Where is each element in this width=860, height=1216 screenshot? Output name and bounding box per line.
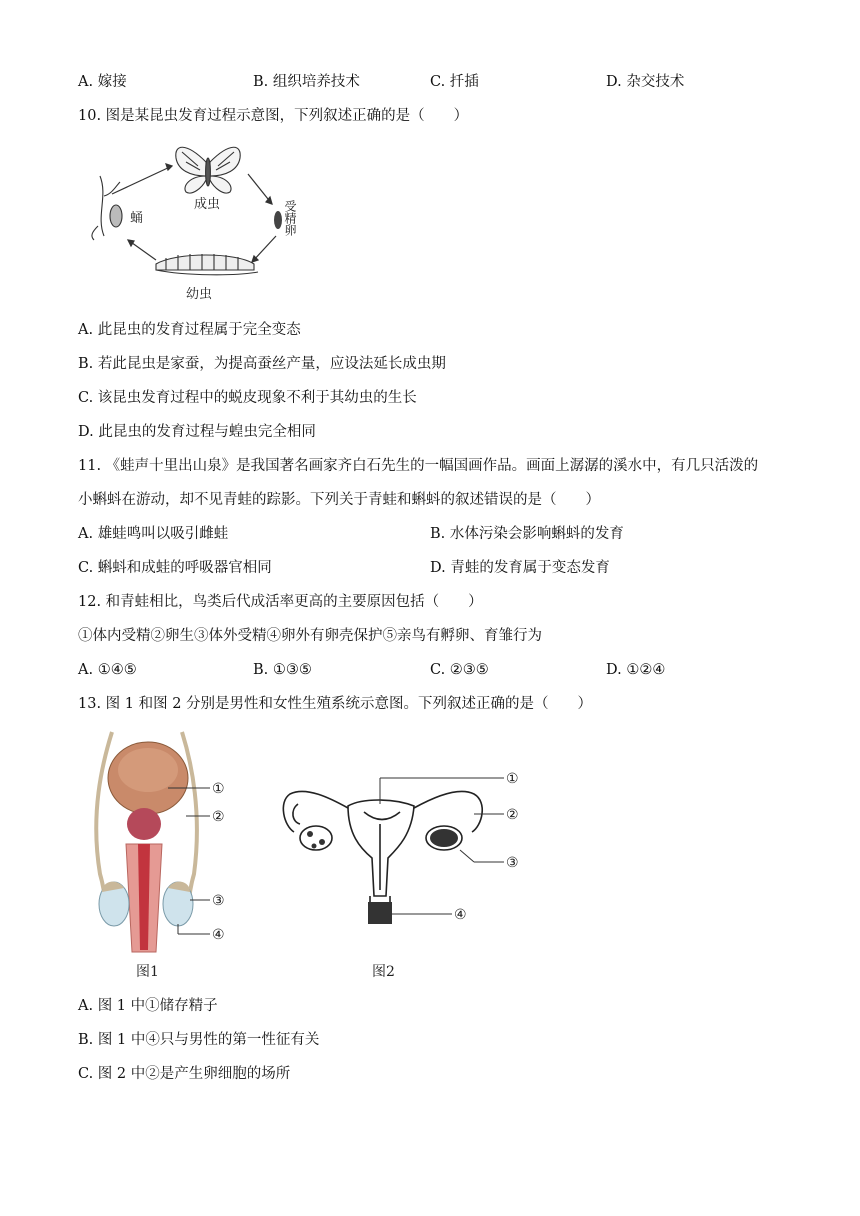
q11-option-a: A. 雄蛙鸣叫以吸引雌蛙 xyxy=(78,526,229,542)
q9-option-d: D. 杂交技术 xyxy=(606,74,685,90)
q13-option-c: C. 图 2 中②是产生卵细胞的场所 xyxy=(78,1066,291,1082)
q10-stem: 10. 图是某昆虫发育过程示意图，下列叙述正确的是（ ） xyxy=(78,108,469,124)
fig2-label-3: ③ xyxy=(506,855,519,871)
fig2-label-4: ④ xyxy=(454,907,467,923)
q13-option-a: A. 图 1 中①储存精子 xyxy=(78,998,218,1014)
egg-label: 受精卵 xyxy=(283,200,297,236)
fig1-label-4: ④ xyxy=(212,927,225,943)
fig1-caption: 图1 xyxy=(136,964,159,980)
q10-option-b: B. 若此昆虫是家蚕，为提高蚕丝产量，应设法延长成虫期 xyxy=(78,356,446,372)
q11-option-c: C. 蝌蚪和成蛙的呼吸器官相同 xyxy=(78,560,272,576)
q11-stem-line1: 11. 《蛙声十里出山泉》是我国著名画家齐白石先生的一幅国画作品。画面上潺潺的溪水中，有几只活泼的 xyxy=(78,458,759,474)
q11-option-d: D. 青蛙的发育属于变态发育 xyxy=(430,560,610,576)
q9-option-c: C. 扦插 xyxy=(430,74,479,90)
q9-option-b: B. 组织培养技术 xyxy=(253,74,360,90)
q13-option-b: B. 图 1 中④只与男性的第一性征有关 xyxy=(78,1032,320,1048)
q10-option-c: C. 该昆虫发育过程中的蜕皮现象不利于其幼虫的生长 xyxy=(78,390,417,406)
q10-option-d: D. 此昆虫的发育过程与蝗虫完全相同 xyxy=(78,424,316,440)
larva-drawing xyxy=(156,254,258,275)
female-reproductive-figure xyxy=(276,764,536,980)
fig1-label-3: ③ xyxy=(212,893,225,909)
q13-stem: 13. 图 1 和图 2 分别是男性和女性生殖系统示意图。下列叙述正确的是（ ） xyxy=(78,696,593,712)
butterfly-adult-drawing xyxy=(176,147,240,193)
larva-label: 幼虫 xyxy=(186,287,213,302)
fig2-caption: 图2 xyxy=(372,964,395,980)
insect-lifecycle-figure xyxy=(86,136,316,306)
adult-label: 成虫 xyxy=(194,197,221,212)
fig1-label-1: ① xyxy=(212,781,225,797)
pupa-drawing xyxy=(92,176,122,240)
q11-option-b: B. 水体污染会影响蝌蚪的发育 xyxy=(430,526,624,542)
fig2-label-2: ② xyxy=(506,807,519,823)
pupa-label: 蛹 xyxy=(130,211,144,226)
q10-option-a: A. 此昆虫的发育过程属于完全变态 xyxy=(78,322,301,338)
q9-option-a: A. 嫁接 xyxy=(78,74,127,90)
q12-option-b: B. ①③⑤ xyxy=(253,662,312,678)
q12-items: ①体内受精②卵生③体外受精④卵外有卵壳保护⑤亲鸟有孵卵、育雏行为 xyxy=(78,628,542,644)
q11-stem-line2: 小蝌蚪在游动，却不见青蛙的踪影。下列关于青蛙和蝌蚪的叙述错误的是（ ） xyxy=(78,492,600,508)
male-reproductive-figure xyxy=(78,724,238,980)
q12-option-c: C. ②③⑤ xyxy=(430,662,489,678)
fig1-label-2: ② xyxy=(212,809,225,825)
q12-stem: 12. 和青蛙相比，鸟类后代成活率更高的主要原因包括（ ） xyxy=(78,594,483,610)
fig2-label-1: ① xyxy=(506,771,519,787)
egg-drawing xyxy=(274,211,282,229)
q12-option-d: D. ①②④ xyxy=(606,662,666,678)
q12-option-a: A. ①④⑤ xyxy=(78,662,137,678)
